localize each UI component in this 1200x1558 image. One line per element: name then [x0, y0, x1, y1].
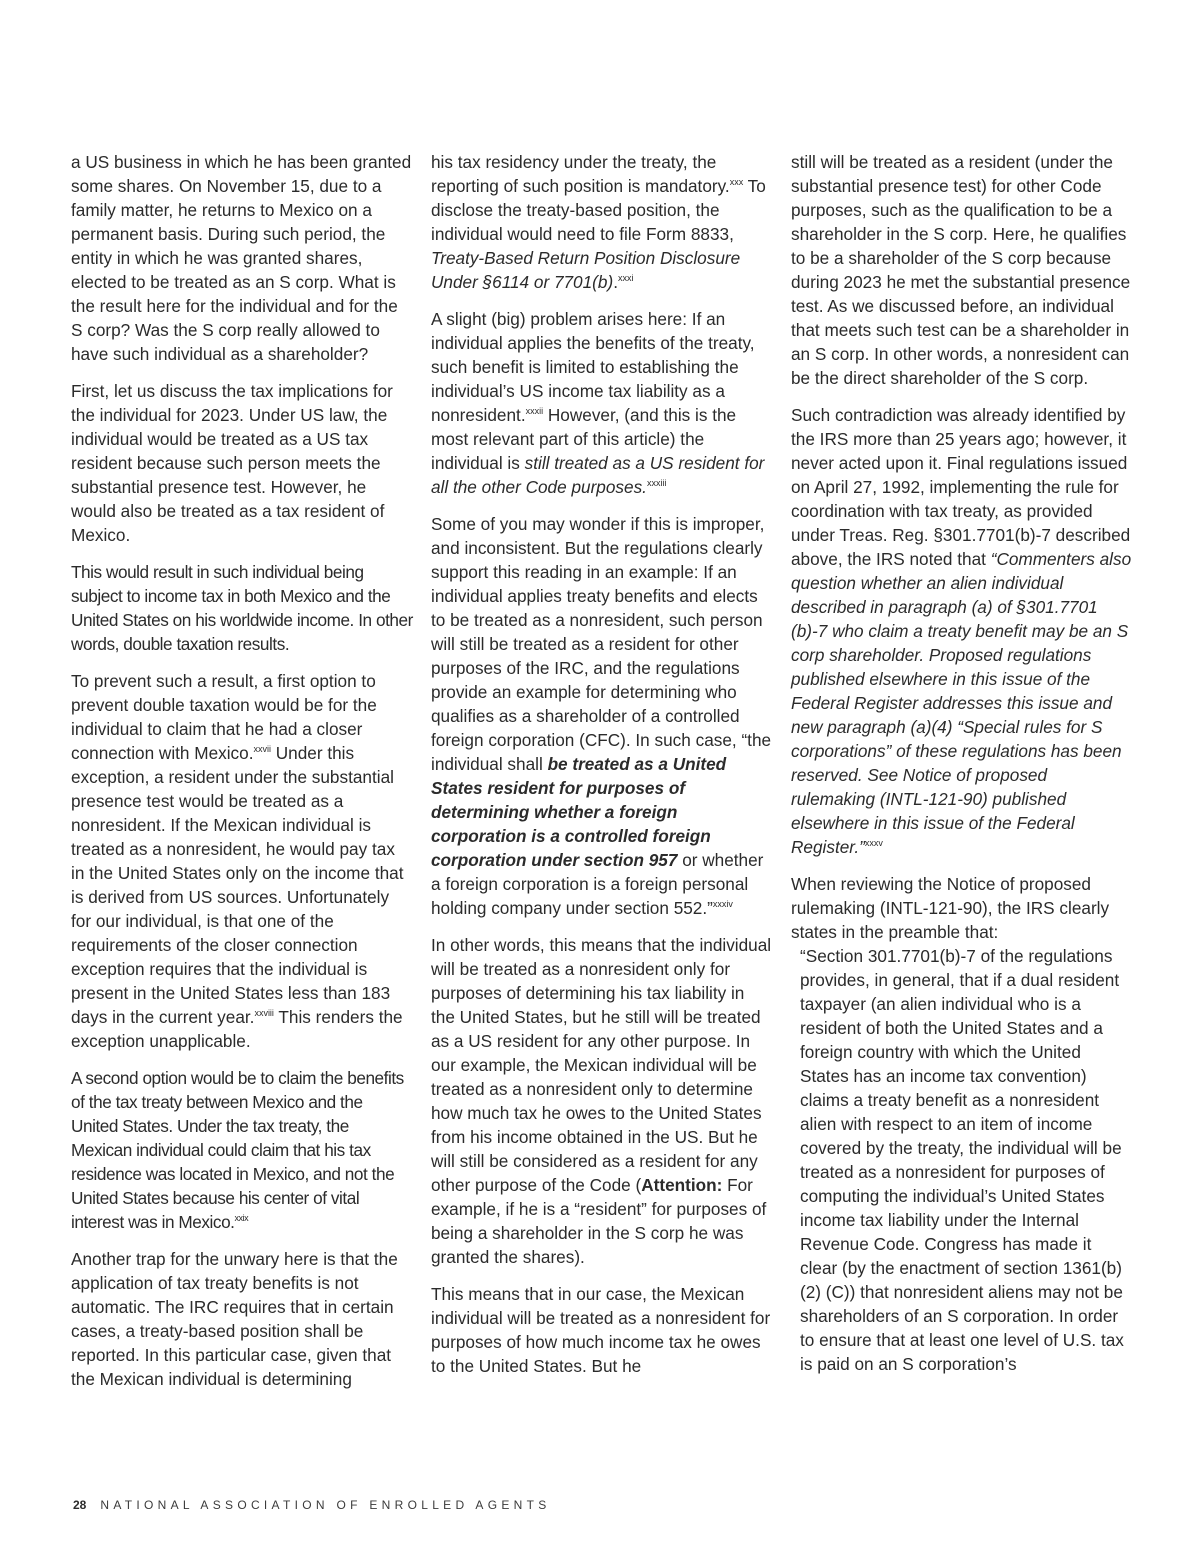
column-3 [791, 150, 1133, 1376]
paragraph: Another trap for the unwary here is that the application of tax treaty benefits is not automatic. The IRC requires that in certain cases, a treaty-based position shall be reported. In this particular case, given that the Mexican individual is determining [71, 1249, 398, 1389]
form-title: Treaty-Based Return Position Disclosure Under §6114 or 7701(b) [431, 248, 741, 292]
endnote-ref: xxxi [617, 273, 634, 283]
publication-name: NATIONAL ASSOCIATION OF ENROLLED AGENTS [100, 1498, 551, 1512]
endnote-ref: xxx [729, 177, 744, 187]
endnote-ref: xxix [234, 1213, 249, 1223]
paragraph: First, let us discuss the tax implications for the individual for 2023. Under US law, the individual would be treated as a US tax resident because such person meets the substantial presence test. However, he would also be treated as a tax resident of Mexico. [71, 381, 393, 545]
endnote-ref: xxxiii [646, 478, 667, 488]
page-footer [73, 1497, 551, 1513]
block-quote: “Section 301.7701(b)-7 of the regulations provides, in general, that if a dual resident taxpayer (an alien individual who is a resident of both the United States and a foreign country with which the United States has an income tax convention) claims a treaty benefit as a nonresident alien with respect to an item of income covered by the treaty, the individual will be treated as a nonresident for purposes of computing the individual’s United States income tax liability under the Internal Revenue Code. Congress has made it clear (by the enactment of section 1361(b)(2) (C)) that nonresident aliens may not be shareholders of an S corporation. In order to ensure that at least one level of U.S. tax is paid on an S corporation’s [800, 946, 1124, 1374]
paragraph: This would result in such individual being subject to income tax in both Mexico and the United States on his worldwide income. In other words, double taxation results. [71, 562, 413, 654]
endnote-ref: xxxiv [712, 899, 733, 909]
paragraph: In other words, this means that the individual will be treated as a nonresident only for purposes of determining his tax liability in the United States, but he still will be treated as a US resident for any other purpose. In our example, the Mexican individual will be treated as a nonresident only to determine how much tax he owes to the United States from his income obtained in the US. But he will still be considered as a resident for any other purpose of the Code (Attention: For example, if he is a “resident” for purposes of being a shareholder in the S corp he was granted the shares). [431, 935, 772, 1267]
emphasis-bold: be treated as a United States resident for purposes of determining whether a foreign corporation is a controlled foreign corporation under section 957 [431, 754, 727, 870]
attention-label: Attention: [641, 1175, 723, 1195]
paragraph: his tax residency under the treaty, the reporting of such position is mandatory.$^{xxx}$ To disclose the treaty-based position, the individual would need to file Form 8833, Treaty-Based Return Position Disclosure Under §6114 or 7701(b).$^{xxxi}$ [431, 152, 766, 292]
paragraph: still will be treated as a resident (under the substantial presence test) for other Code purposes, such as the qualification to be a shareholder in the S corp. Here, he qualifies to be a shareholder of the S corp because during 2023 he met the substantial presence test. As we discussed before, an individual that meets such test can be a shareholder in an S corp. In other words, a nonresident can be the direct shareholder of the S corp. [791, 152, 1131, 388]
emphasis: still treated as a US resident for all the other Code purposes. [431, 453, 765, 497]
paragraph: A slight (big) problem arises here: If an individual applies the benefits of the treaty, such benefit is limited to establishing the individual’s US income tax liability as a nonresident.$^{xxxii}$ However, (and this is the most relevant part of this article) the individual is still treated as a US resident for all the other Code purposes.$^{xxxiii}$ [431, 309, 765, 497]
column-1 [71, 150, 413, 1404]
endnote-ref: xxvii [253, 744, 271, 754]
paragraph: When reviewing the Notice of proposed rulemaking (INTL-121-90), the IRS clearly states in the preamble that: [791, 874, 1110, 942]
paragraph: This means that in our case, the Mexican individual will be treated as a nonresident for purposes of how much income tax he owes to the United States. But he [431, 1284, 771, 1376]
endnote-ref: xxxv [864, 838, 883, 848]
paragraph: A second option would be to claim the benefits of the tax treaty between Mexico and the United States. Under the tax treaty, the Mexican individual could claim that his tax residence was located in Mexico, and not the United States because his center of vital interest was in Mexico.$^{xxix}$ [71, 1068, 404, 1232]
column-2 [431, 150, 773, 1391]
paragraph: a US business in which he has been granted some shares. On November 15, due to a family matter, he returns to Mexico on a permanent basis. During such period, the entity in which he was granted shares, elected to be treated as an S corp. What is the result here for the individual and for the S corp? Was the S corp really allowed to have such individual as a shareholder? [71, 152, 412, 364]
quoted-regulation: “Commenters also question whether an alien individual described in paragraph (a) of §301.7701 (b)-7 who claim a treaty benefit may be an S corp shareholder. Proposed regulations published elsewhere in this issue of the Federal Register addresses this issue and new paragraph (a)(4) “Special rules for S corporations” of these regulations has been reserved. See Notice of proposed rulemaking (INTL-121-90) published elsewhere in this issue of the Federal Register.” [791, 549, 1132, 857]
endnote-ref: xxviii [254, 1008, 274, 1018]
paragraph: To prevent such a result, a first option to prevent double taxation would be for the individual to claim that he had a closer connection with Mexico.$^{xxvii}$ Under this exception, a resident under the substantial presence test would be treated as a nonresident. If the Mexican individual is treated as a nonresident, he would pay tax in the United States only on the income that is derived from US sources. Unfortunately for our individual, is that one of the requirements of the closer connection exception requires that the individual is present in the United States less than 183 days in the current year.$^{xxviii}$ This renders the exception unapplicable. [71, 671, 404, 1051]
paragraph: Some of you may wonder if this is improper, and inconsistent. But the regulations clearly support this reading in an example: If an individual applies treaty benefits and elects to be treated as a nonresident, such person will still be treated as a resident for other purposes of the IRC, and the regulations provide an example for determining who qualifies as a shareholder of a controlled foreign corporation (CFC). In such case, “the individual shall be treated as a United States resident for purposes of determining whether a foreign corporation is a controlled foreign corporation under section 957 or whether a foreign corporation is a foreign personal holding company under section 552.”$^{xxxiv}$ [431, 514, 772, 918]
endnote-ref: xxxii [525, 406, 544, 416]
page-number: 28 [73, 1498, 87, 1512]
paragraph: Such contradiction was already identified by the IRS more than 25 years ago; however, it never acted upon it. Final regulations issued on April 27, 1992, implementing the rule for coordination with tax treaty, as provided under Treas. Reg. §301.7701(b)-7 described above, the IRS noted that “Commenters also question whether an alien individual described in paragraph (a) of §301.7701 (b)-7 who claim a treaty benefit may be an S corp shareholder. Proposed regulations published elsewhere in this issue of the Federal Register addresses this issue and new paragraph (a)(4) “Special rules for S corporations” of these regulations has been reserved. See Notice of proposed rulemaking (INTL-121-90) published elsewhere in this issue of the Federal Register.”$^{xxxv}$ [791, 405, 1132, 857]
